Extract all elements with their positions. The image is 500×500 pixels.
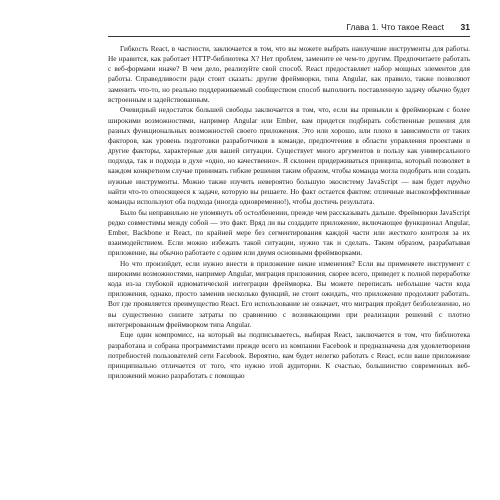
emphasis-text: трудно: [447, 176, 470, 186]
paragraph-1: Гибкость React, в частности, заключается в том, что вы можете выбрать наилучшие инструменты для работы. Не нравится, как работает HTTP-библиотека X? Нет проблем, замените ее чем-то другим. Предпочитаете работать с веб-формами иначе? В чем дело, реализуйте свой способ. React предоставляет набор мощных элементов для работы. Справедливости ради стоит сказать: другие фреймворки, типа Angular, как правило, также позволяют заменить что-то, но реально поддерживаемый сообществом способ выполнить поставленную задачу обычно будет встроенным и задействованным.: [108, 44, 470, 104]
page-number: 31: [460, 22, 470, 32]
body-text: [108, 44, 470, 381]
paragraph-2: Очевидный недостаток большей свободы заключается в том, что, если вы привыкли к фреймворкам с более широкими возможностями, например Angular или Ember, вам придется подбирать собственные решения для разных функциональных возможностей своего приложения. Это или хорошо, или плохо в зависимости от таких факторов, как уровень подготовки разработчиков в команде, предпочтения в области управления проектами и другие факторы, характерные для вашей ситуации. Существует много аргументов в пользу как универсального подхода, так и подхода в духе «одно, но качественно». Я склонен придерживаться принципа, который позволяет в каждом конкретном случае принимать гибкие решения таким образом, чтобы команда могла подобрать или создать нужные инструменты. Можно также изучить невероятно большую экосистему JavaScript — вам будет трудно найти что-то относящееся к задаче, которую вы решаете. Но факт остается фактом: отличные высокоэффективные команды используют оба подхода (иногда одновременно!), чтобы достичь результата.: [108, 105, 470, 206]
running-header: [108, 22, 470, 37]
chapter-title: Глава 1. Что такое React: [346, 22, 444, 32]
paragraph-4: Но что произойдет, если нужно внести в приложение некие изменения? Если вы применяете инструмент с широкими возможностями, например Angular, миграция приложения, скорее всего, приведет к полной переработке кода из-за глубокой идиоматической интеграции фреймворка. Вы можете переписать небольшие части кода приложения, однако, просто заменив несколько функций, не стоит ожидать, что приложение продолжит работать. Вот где проявляется преимущество React. Его использование не означает, что миграция пройдет безболезненно, но вы существенно снизите затраты по сравнению с возникающими при реализации решений с плотно интегрированным фреймворком типа Angular.: [108, 258, 470, 329]
paragraph-3: Было бы неправильно не упомянуть об остолбенении, прежде чем рассказывать дальше. Фреймворки JavaScript редко совместимы между собой — это факт. Вряд ли вы создадите приложение, включающее функционал Angular, Ember, Backbone и React, по крайней мере без сегментирования каждой части или жесткого контроля за их взаимодействием. Если можно избежать такой ситуации, нужно так и сделать. Таким образом, разрабатывая приложение, вы обычно работаете с одним или двумя основными фреймворками.: [108, 207, 470, 258]
paragraph-5: Еще один компромисс, на который вы подписываетесь, выбирая React, заключается в том, что библиотека разработана и собрана программистами прежде всего из компании Facebook и предназначена для удовлетворения потребностей пользователей сети Facebook. Вероятно, вам будет нелегко работать с React, если ваше приложение принципиально отличается от того, что нужно этой аудитории. К счастью, большинство современных веб-приложений можно разработать с помощью: [108, 330, 470, 380]
